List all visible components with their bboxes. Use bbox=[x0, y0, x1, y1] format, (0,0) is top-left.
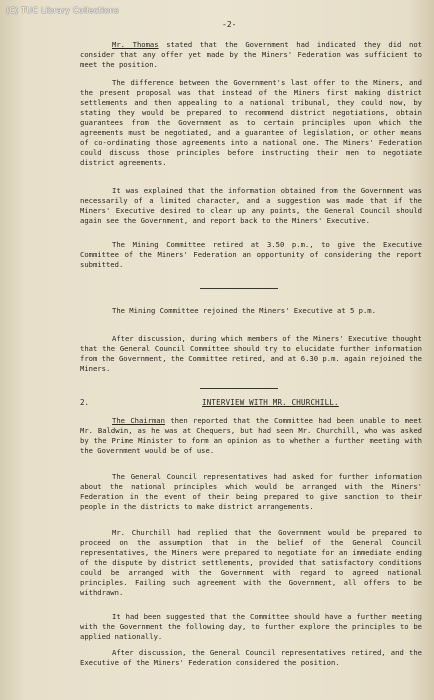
divider bbox=[200, 388, 278, 389]
speaker-name: The Chairman bbox=[112, 416, 165, 425]
section-heading: INTERVIEW WITH MR. CHURCHILL. bbox=[202, 398, 339, 407]
divider bbox=[200, 288, 278, 289]
paragraph: It had been suggested that the Committee should have a further meeting with the Government the following day, to further explore the principles to be applied nationally. bbox=[80, 612, 422, 641]
section-number: 2. bbox=[80, 398, 90, 407]
paragraph: The Mining Committee rejoined the Miners' Executive at 5 p.m. bbox=[112, 306, 376, 315]
paragraph: After discussion, during which members of the Miners' Executive thought that the General Council Committee should try to elucidate further information from the Government, the Committee retired, and at 6.30 p.m. again rejoined the Miners. bbox=[80, 334, 422, 373]
paragraph: Mr. Churchill had replied that the Government would be prepared to proceed on the assumption that in the belief of the General Council representatives, the Miners were prepared to negotiate for an immediate ending of the dispute by district settlements, provided that satisfactory conditions could be arranged with the Government with regard to agreed national principles. Failing such agreement with the Government, all offers to be withdrawn. bbox=[80, 528, 422, 597]
speaker-name: Mr. Thomas bbox=[112, 40, 159, 49]
paragraph: The Mining Committee retired at 3.50 p.m., to give the Executive Committee of the Miners' Federation an opportunity of considering the report submitted. bbox=[80, 240, 422, 269]
paragraph: It was explained that the information obtained from the Government was necessarily of a limited character, and a suggestion was made that if the Miners' Executive desired to clear up any points, the General Council should again see the Government, and report back to the Miners' Executive. bbox=[80, 186, 422, 225]
paragraph: After discussion, the General Council representatives retired, and the Executive of the Miners' Federation considered the position. bbox=[80, 648, 422, 667]
paragraph: Mr. Thomas stated that the Government had indicated they did not consider that any offer yet made by the Miners' Federation was sufficient to meet the position. bbox=[80, 40, 422, 69]
paragraph: The difference between the Government's last offer to the Miners, and the present proposal was that instead of the Miners first making district settlements and then appealing to a national tribunal, they could now, by stating they would be prepared to recommend district negotiations, obtain guarantees from the Government as to certain principles upon which the agreements must be negotiated, and a guarantee of legislation, or other means of co-ordinating those agreements into a national one. The Miners' Federation could discuss those principles before instructing their men to negotiate district agreements. bbox=[80, 78, 422, 167]
paragraph: The General Council representatives had asked for further information about the national principles which would be arranged with the Miners' Federation in the event of their being prepared to give sanction to their people in the districts to make district arrangements. bbox=[80, 472, 422, 511]
watermark: (C) TUC Library Collections bbox=[6, 6, 119, 15]
paragraph: The Chairman then reported that the Committee had been unable to meet Mr. Baldwin, as he was at Chequers, but had seen Mr. Churchill, who was asked by the Prime Minister to form an opinion as to whether a further meeting with the Government would be of use. bbox=[80, 416, 422, 455]
page-number: -2- bbox=[222, 20, 237, 29]
